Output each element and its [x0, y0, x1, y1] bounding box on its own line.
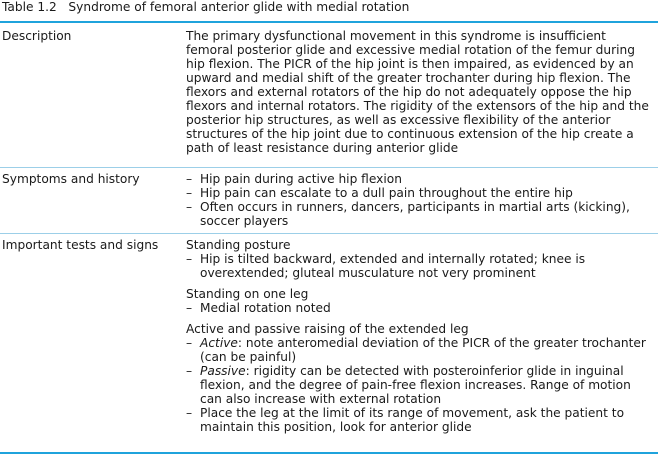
row-content	[186, 172, 656, 228]
top-rule	[0, 21, 658, 23]
row-label: Symptoms and history	[2, 172, 140, 186]
list-item: – Medial rotation noted	[186, 301, 656, 315]
list-item: – Hip pain during active hip flexion	[186, 172, 656, 186]
item-lead: Active	[200, 336, 238, 350]
list-item: – Hip is tilted backward, extended and internally rotated; knee is overextended; gluteal musculature not very prominent	[186, 252, 656, 280]
block-heading: Active and passive raising of the extended leg	[186, 322, 469, 336]
list-item	[186, 336, 656, 364]
row-content	[186, 29, 656, 155]
bottom-rule	[0, 452, 658, 454]
block-list	[186, 252, 656, 280]
list-item: – Place the leg at the limit of its range of movement, ask the patient to maintain this position, look for anterior glide	[186, 406, 656, 434]
list-item: – Often occurs in runners, dancers, participants in martial arts (kicking), soccer players	[186, 200, 656, 228]
description-text: The primary dysfunctional movement in this syndrome is insufficient femoral posterior glide and excessive medial rotation of the femur during hip flexion. The PICR of the hip joint is then impaired, as evidenced by an upward and medial shift of the greater trochanter during hip flexion. The flexors and external rotators of the hip do not adequately oppose the hip flexors and internal rotators. The rigidity of the extensors of the hip and the posterior hip structures, as well as excessive flexibility of the anterior structures of the hip joint due to continuous extension of the hip create a path of least resistance during anterior glide	[186, 29, 649, 155]
block-list	[186, 336, 656, 434]
table-caption	[2, 0, 409, 14]
row-separator	[0, 167, 658, 168]
row-label: Important tests and signs	[2, 238, 159, 252]
block-heading: Standing posture	[186, 238, 291, 252]
row-content	[186, 238, 656, 434]
row-label: Description	[2, 29, 72, 43]
test-block-one-leg	[186, 287, 656, 315]
table-number: Table 1.2	[2, 0, 57, 14]
item-lead: Passive	[200, 364, 246, 378]
list-item	[186, 364, 656, 406]
test-block-standing-posture	[186, 238, 656, 280]
item-text: : note anteromedial deviation of the PICR of the greater trochanter (can be painful)	[200, 336, 646, 364]
row-separator	[0, 233, 658, 234]
block-heading: Standing on one leg	[186, 287, 309, 301]
list-item: – Hip pain can escalate to a dull pain throughout the entire hip	[186, 186, 656, 200]
item-text: : rigidity can be detected with posteroinferior glide in inguinal flexion, and the degree of pain-free flexion increases. Range of motion can also increase with external rotation	[200, 364, 631, 406]
test-block-leg-raise	[186, 322, 656, 434]
symptom-list	[186, 172, 656, 228]
block-list	[186, 301, 656, 315]
table-title: Syndrome of femoral anterior glide with medial rotation	[68, 0, 410, 14]
